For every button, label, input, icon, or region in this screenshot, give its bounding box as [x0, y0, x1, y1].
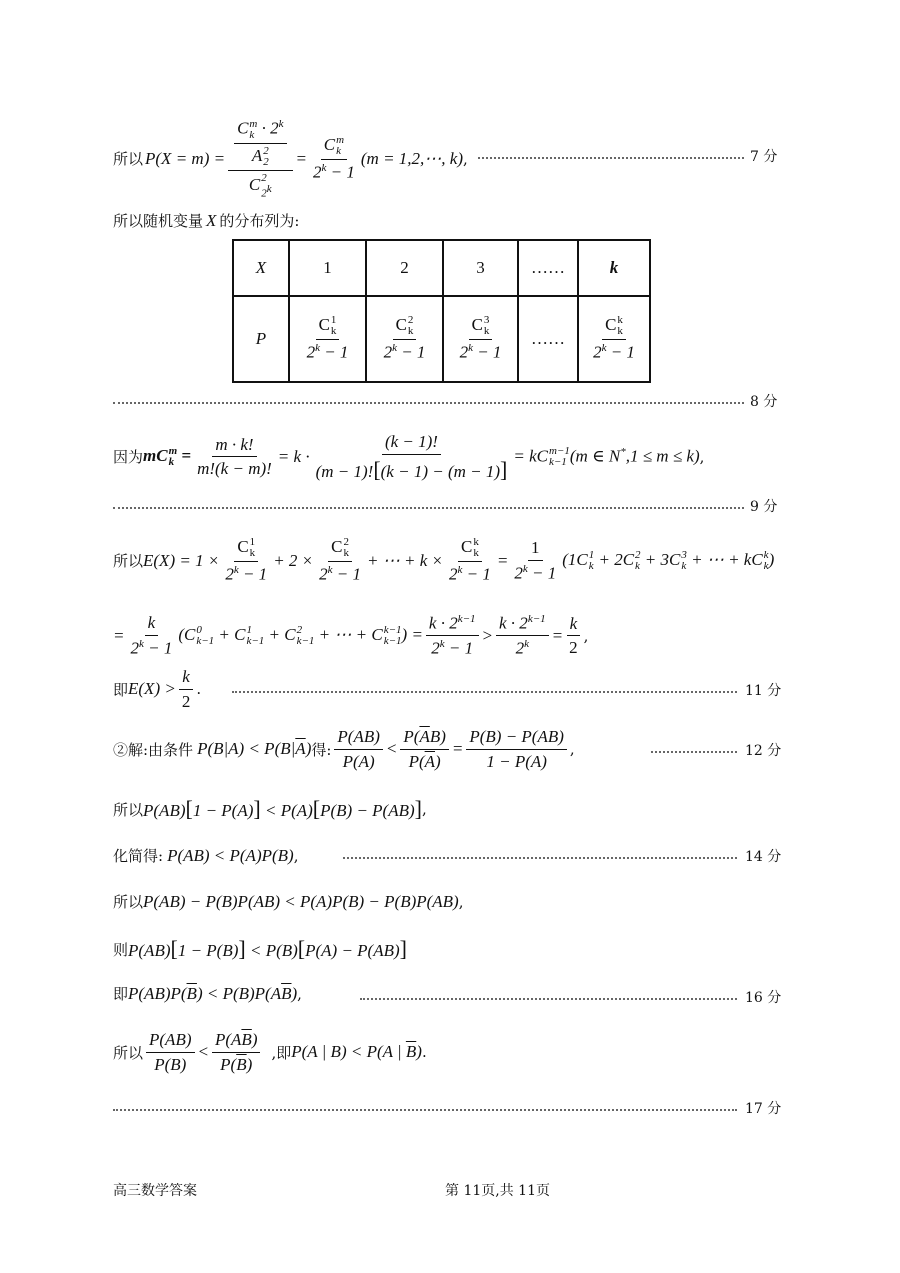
label-ji: 即 — [113, 985, 129, 1003]
score-11: 11 分 — [745, 683, 782, 699]
fraction-result: C m k $2^k - 1$ — [313, 134, 355, 182]
table-cell: …… — [518, 240, 578, 296]
footer-left: 高三数学答案 — [113, 1183, 197, 1199]
formula-step1: 所以 P(AB)[1 − P(A)] < P(A)[P(B) − P(AB)] , — [113, 796, 427, 821]
dotted-leader — [113, 1109, 737, 1111]
formula-step2: 所以 P(AB) − P(B)P(AB) < P(A)P(B) − P(B)P(AB) , — [113, 891, 464, 911]
table-cell: …… — [518, 296, 578, 382]
score-12: 12 分 — [745, 743, 782, 759]
dotted-leader — [343, 857, 737, 859]
table-cell: P — [233, 296, 289, 382]
score-17: 17 分 — [745, 1101, 782, 1117]
table-header-row — [233, 240, 650, 296]
table-cell: C k k $2^k - 1$ — [578, 296, 650, 382]
table-cell: C 1 k $2^k - 1$ — [289, 296, 366, 382]
table-cell: 2 — [366, 240, 443, 296]
footer-page-number: 第 11页,共 11页 — [445, 1183, 550, 1199]
score-8: 8 分 — [750, 394, 778, 410]
label-yinwei: 因为 — [113, 448, 144, 467]
formula-step3: 则 P(AB)[1 − P(B)] < P(B)[P(A) − P(AB)] — [113, 936, 407, 961]
distribution-intro — [113, 210, 299, 231]
label-jie2: ②解:由条件 — [113, 740, 194, 759]
sup-3: 3 — [483, 314, 490, 327]
dotted-leader — [113, 402, 744, 404]
dotted-leader — [113, 507, 744, 509]
formula-step4: 即 $P(AB)P(\overline{B}) < P(B)P(A\overline{B})$ , — [113, 983, 302, 1003]
sup-1: 1 — [330, 314, 337, 327]
table-prob-row — [233, 296, 650, 382]
table-cell: 3 — [443, 240, 518, 296]
score-7: 7 分 — [750, 149, 778, 165]
table-cell: C 3 k $2^k - 1$ — [443, 296, 518, 382]
fraction-outer: C m k · $2^k$ A 2 2 C 2 2$^k$ — [228, 118, 292, 200]
label-huajian: 化简得: — [113, 847, 164, 865]
label-suoyi: 所以 — [113, 150, 144, 169]
formula-ex-conclusion: 即 E(X) > $\frac{k}{2}$ . — [113, 667, 202, 711]
label-ji-comma: ,即 — [271, 1043, 292, 1062]
var-x: X — [206, 210, 217, 230]
label-suoyi: 所以 — [113, 893, 144, 911]
table-cell: k — [578, 240, 650, 296]
intro-text-2: 的分布列为: — [219, 212, 300, 230]
formula-expectation: 所以 E(X) = 1 × C 1 k $2^k - 1$ + 2 × C 2 k $2^k - 1$ + ⋯ + k × C k k $2^k - 1$ = $\frac{1}{2^k - 1}$ (1C 1 k + 2C 2 k + 3C 3 k + ⋯ + kC k k ) — [113, 536, 775, 584]
label-suoyi: 所以 — [113, 800, 144, 819]
dotted-leader — [360, 998, 737, 1000]
table-cell: C 2 k $2^k - 1$ — [366, 296, 443, 382]
score-14: 14 分 — [745, 849, 782, 865]
label-suoyi: 所以 — [113, 552, 144, 571]
dotted-leader — [478, 157, 744, 159]
label-ze: 则 — [113, 940, 129, 959]
score-9: 9 分 — [750, 499, 778, 515]
table-cell: X — [233, 240, 289, 296]
intro-text: 所以随机变量 — [113, 212, 204, 230]
formula-condition: ②解:由条件 $P(B|A) < P(B|\overline{A})$ 得: $\frac{P(AB)}{P(A)}$ < $\frac{P(\overline{A}B)}{P(\overline{A})}$ = $\frac{P(B) - P(AB)}{1 - P(A)}$ , — [113, 727, 575, 771]
label-suoyi: 所以 — [113, 1043, 144, 1062]
formula-simplified: 化简得: P(AB) < P(A)P(B) , — [113, 845, 299, 865]
score-16: 16 分 — [745, 990, 782, 1006]
formula-combinatorial-identity: 因为 mC m k = $\frac{m \cdot k!}{m!(k - m)!}$ = k · $\frac{(k - 1)!}{(m - 1)![(k - 1) - (m - 1)]}$ = kC m−1 k−1 (m ∈ N*,1 ≤ m ≤ k) , — [113, 432, 705, 482]
label-de: 得: — [311, 740, 332, 759]
formula-final: 所以 $\frac{P(AB)}{P(B)}$ < $\frac{P(A\overline{B})}{P(\overline{B})}$ ,即 P(A | B) < P(A | $\overline{B}$) . — [113, 1030, 427, 1074]
sup-k: k — [617, 314, 623, 327]
dotted-leader — [651, 751, 737, 753]
formula-expectation-cont: = $\frac{k}{2^k - 1}$ (C 0 k−1 + C 1 k−1 + C 2 k−1 + ⋯ + C k−1 k−1 ) = $\frac{k \cdot 2^{k-1}}{2^k - 1}$ > $\frac{k \cdot 2^{k-1}}{2^k}$ = $\frac{k}{2}$ , — [113, 613, 589, 658]
math-expr: P(X = m) = — [145, 148, 226, 168]
formula-p-x-equals-m: 所以 P(X = m) = C m k · $2^k$ A 2 2 C 2 2$^k$ = C m k $2^k - 1$ (m = 1,2,⋯, k) , — [113, 117, 468, 200]
table-cell: 1 — [289, 240, 366, 296]
distribution-table — [232, 239, 651, 383]
dotted-leader — [232, 691, 737, 693]
label-ji: 即 — [113, 680, 129, 699]
sup-2: 2 — [407, 314, 414, 327]
